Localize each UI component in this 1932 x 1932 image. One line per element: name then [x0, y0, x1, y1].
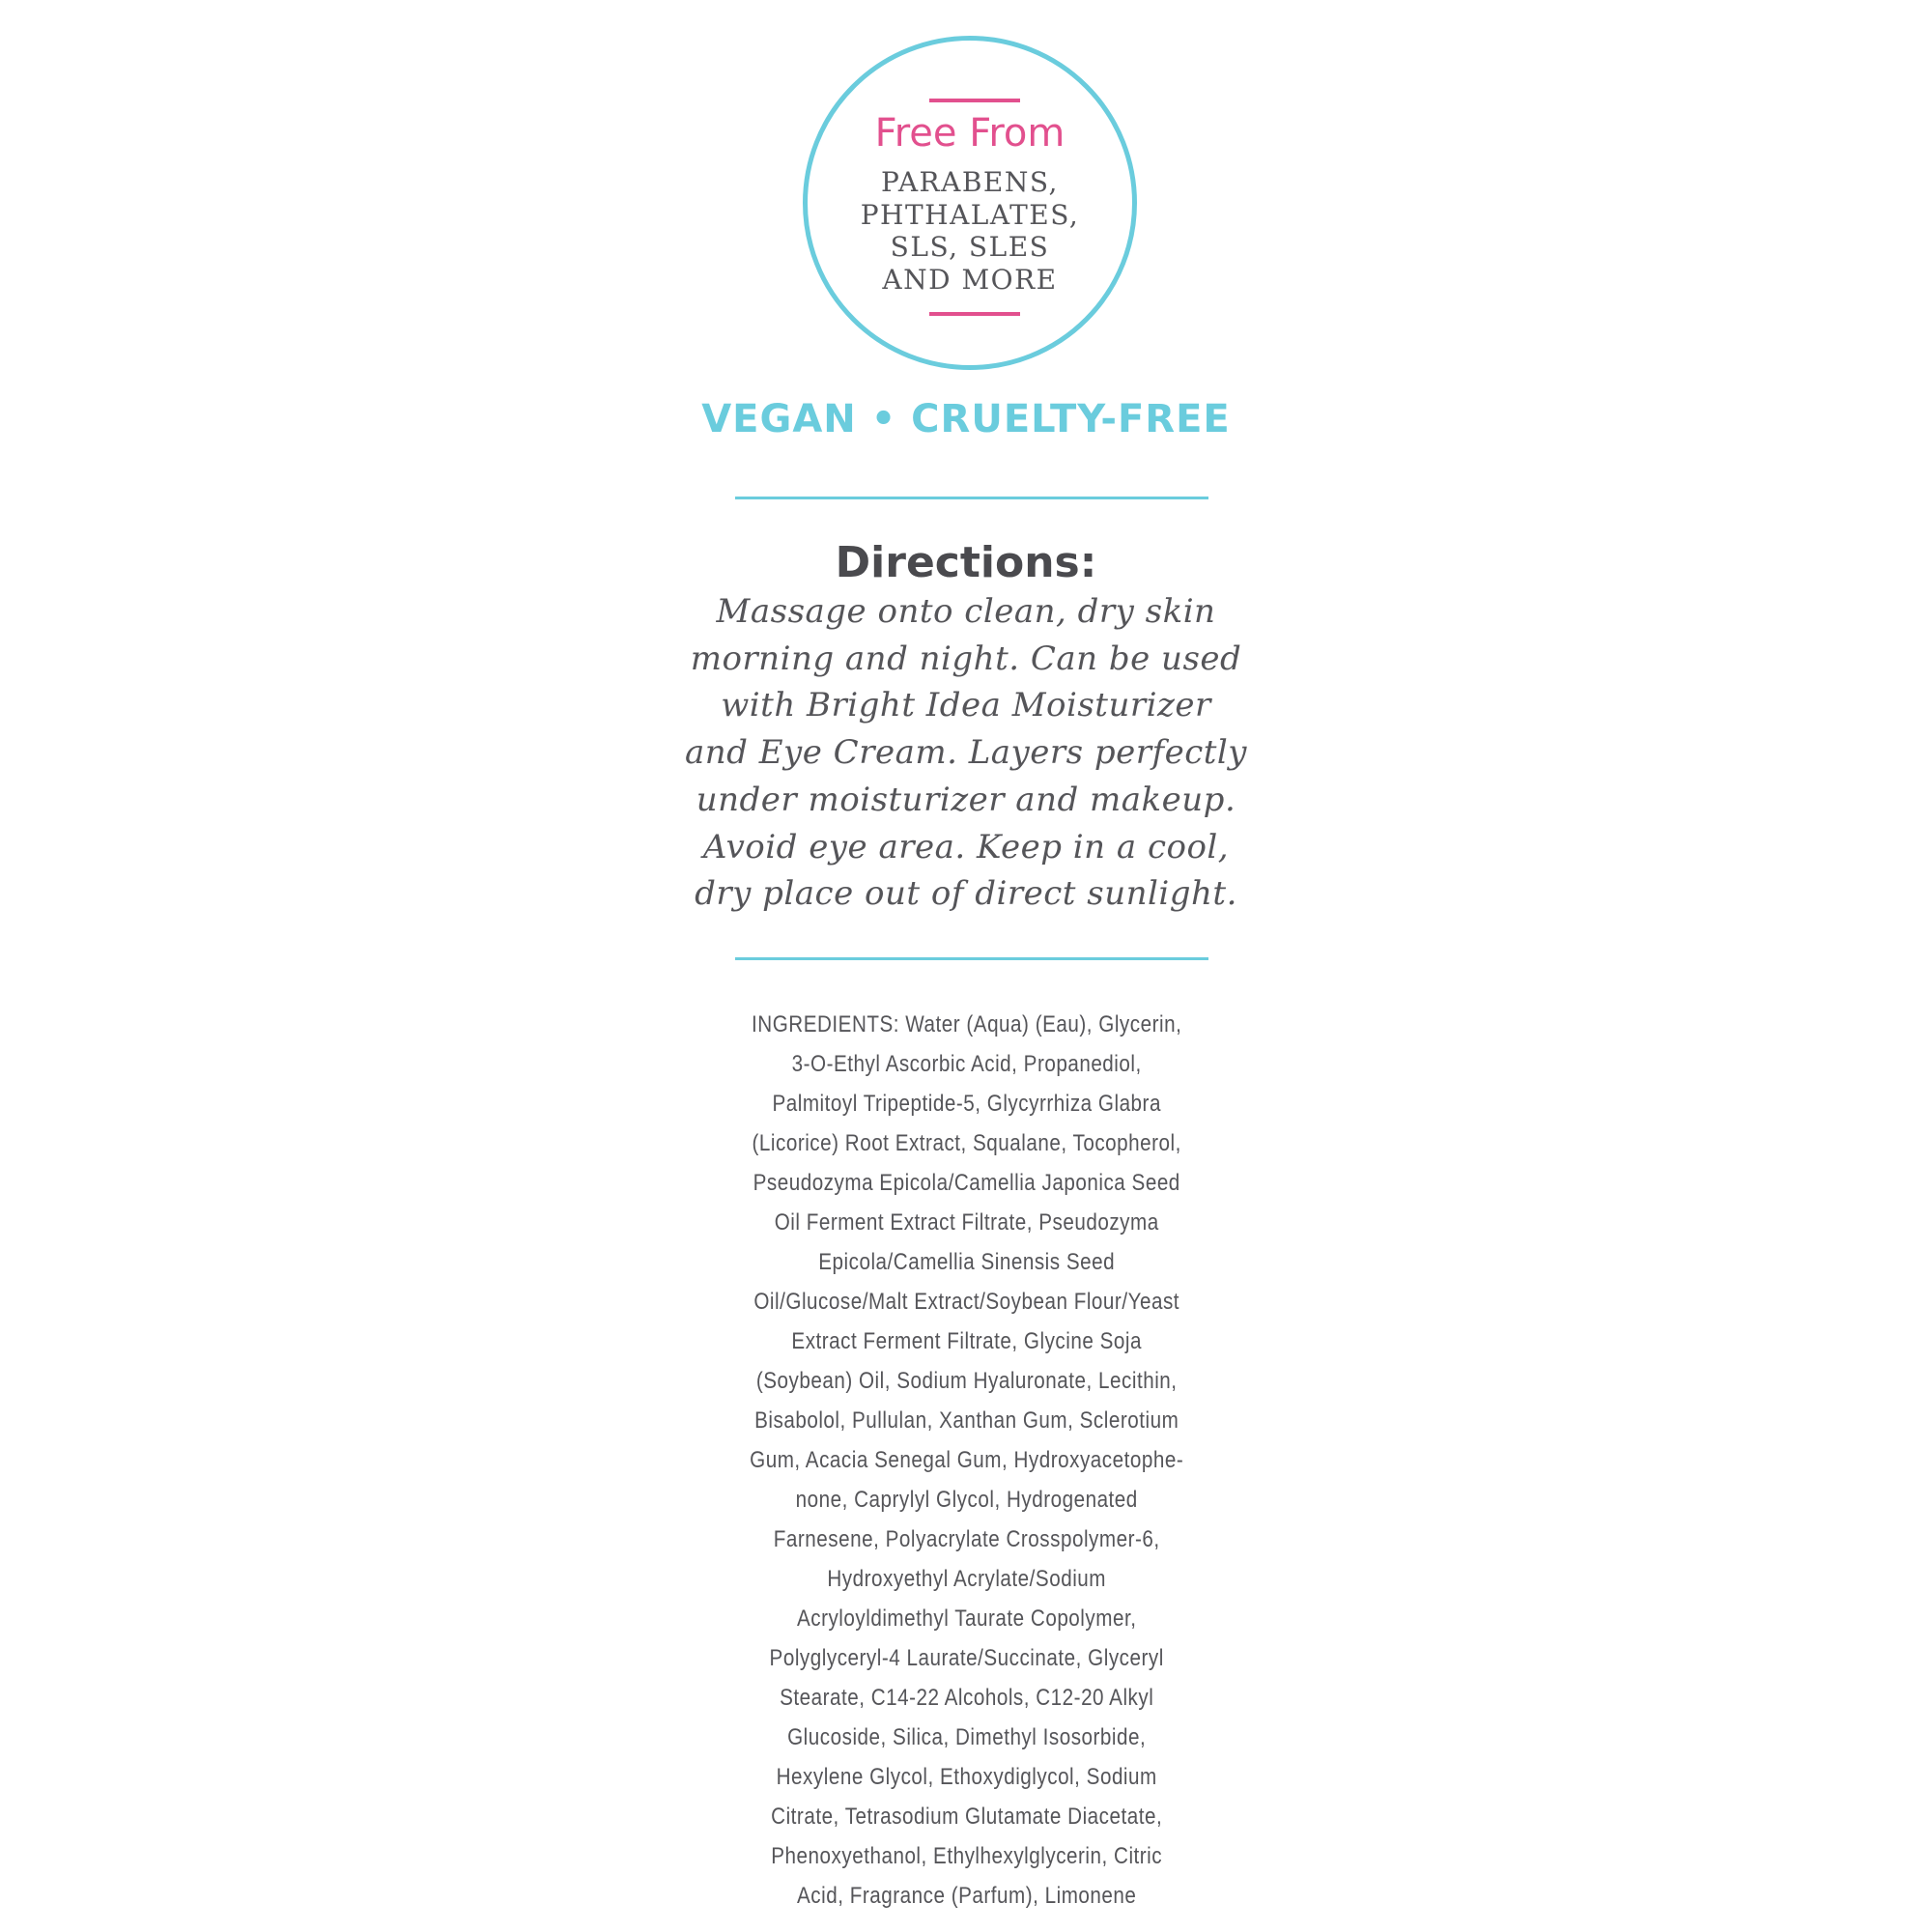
directions-line: with Bright Idea Moisturizer — [721, 686, 1211, 725]
ingredients-line: Pseudozyma Epicola/Camellia Japonica Seed — [753, 1170, 1180, 1196]
badge-line: SLS, SLES — [890, 231, 1050, 263]
directions-line: dry place out of direct sunlight. — [695, 874, 1237, 914]
badge-bottom-rule — [929, 312, 1020, 316]
badge-heading: Free From — [874, 111, 1065, 156]
ingredients-line: 3-O-Ethyl Ascorbic Acid, Propanediol, — [791, 1051, 1142, 1077]
ingredients-line: Palmitoyl Tripeptide-5, Glycyrrhiza Glabra — [772, 1091, 1161, 1117]
badge-line: PARABENS, — [881, 166, 1059, 198]
ingredients-line: Farnesene, Polyacrylate Crosspolymer-6, — [773, 1526, 1160, 1552]
directions-line: under moisturizer and makeup. — [696, 780, 1236, 819]
ingredients-line: Gum, Acacia Senegal Gum, Hydroxyacetophe- — [750, 1447, 1184, 1473]
badge-top-rule — [929, 99, 1020, 102]
ingredients-line: INGREDIENTS: Water (Aqua) (Eau), Glycerin, — [752, 1011, 1182, 1037]
directions-line: morning and night. Can be used — [690, 639, 1242, 678]
ingredients-line: Acryloyldimethyl Taurate Copolymer, — [796, 1605, 1137, 1632]
directions-line: Avoid eye area. Keep in a cool, — [702, 827, 1230, 867]
directions-line: Massage onto clean, dry skin — [716, 592, 1216, 631]
ingredients-line: Hexylene Glycol, Ethoxydiglycol, Sodium — [776, 1764, 1157, 1790]
ingredients-list — [136, 1005, 1798, 1916]
claims-line: VEGAN • CRUELTY-FREE — [701, 397, 1231, 441]
directions-title: Directions: — [835, 538, 1097, 587]
ingredients-line: Citrate, Tetrasodium Glutamate Diacetate, — [771, 1804, 1163, 1830]
ingredients-line: Glucoside, Silica, Dimethyl Isosorbide, — [787, 1724, 1147, 1750]
badge-line: PHTHALATES, — [860, 198, 1080, 231]
ingredients-line: (Soybean) Oil, Sodium Hyaluronate, Lecithin, — [755, 1368, 1178, 1394]
ingredients-line: Hydroxyethyl Acrylate/Sodium — [827, 1566, 1107, 1592]
ingredients-line: Polyglyceryl-4 Laurate/Succinate, Glyceryl — [769, 1645, 1164, 1671]
ingredients-line: Acid, Fragrance (Parfum), Limonene — [797, 1883, 1137, 1909]
ingredients-line: Bisabolol, Pullulan, Xanthan Gum, Sclerotium — [754, 1407, 1179, 1434]
ingredients-line: Oil/Glucose/Malt Extract/Soybean Flour/Yeast — [753, 1289, 1180, 1315]
ingredients-line: (Licorice) Root Extract, Squalane, Tocopherol, — [752, 1130, 1181, 1156]
badge-line: AND MORE — [882, 263, 1058, 296]
section-divider — [735, 957, 1208, 960]
directions-line: and Eye Cream. Layers perfectly — [684, 733, 1248, 773]
ingredients-line: none, Caprylyl Glycol, Hydrogenated — [795, 1487, 1138, 1513]
badge-list — [808, 166, 1132, 296]
free-from-badge — [803, 36, 1137, 370]
ingredients-line: Epicola/Camellia Sinensis Seed — [818, 1249, 1116, 1275]
section-divider — [735, 497, 1208, 499]
ingredients-line: Extract Ferment Filtrate, Glycine Soja — [791, 1328, 1142, 1354]
ingredients-line: Stearate, C14-22 Alcohols, C12-20 Alkyl — [780, 1685, 1154, 1711]
ingredients-line: Phenoxyethanol, Ethylhexylglycerin, Citric — [771, 1843, 1163, 1869]
ingredients-line: Oil Ferment Extract Filtrate, Pseudozyma — [774, 1209, 1159, 1236]
directions-text — [0, 588, 1932, 918]
